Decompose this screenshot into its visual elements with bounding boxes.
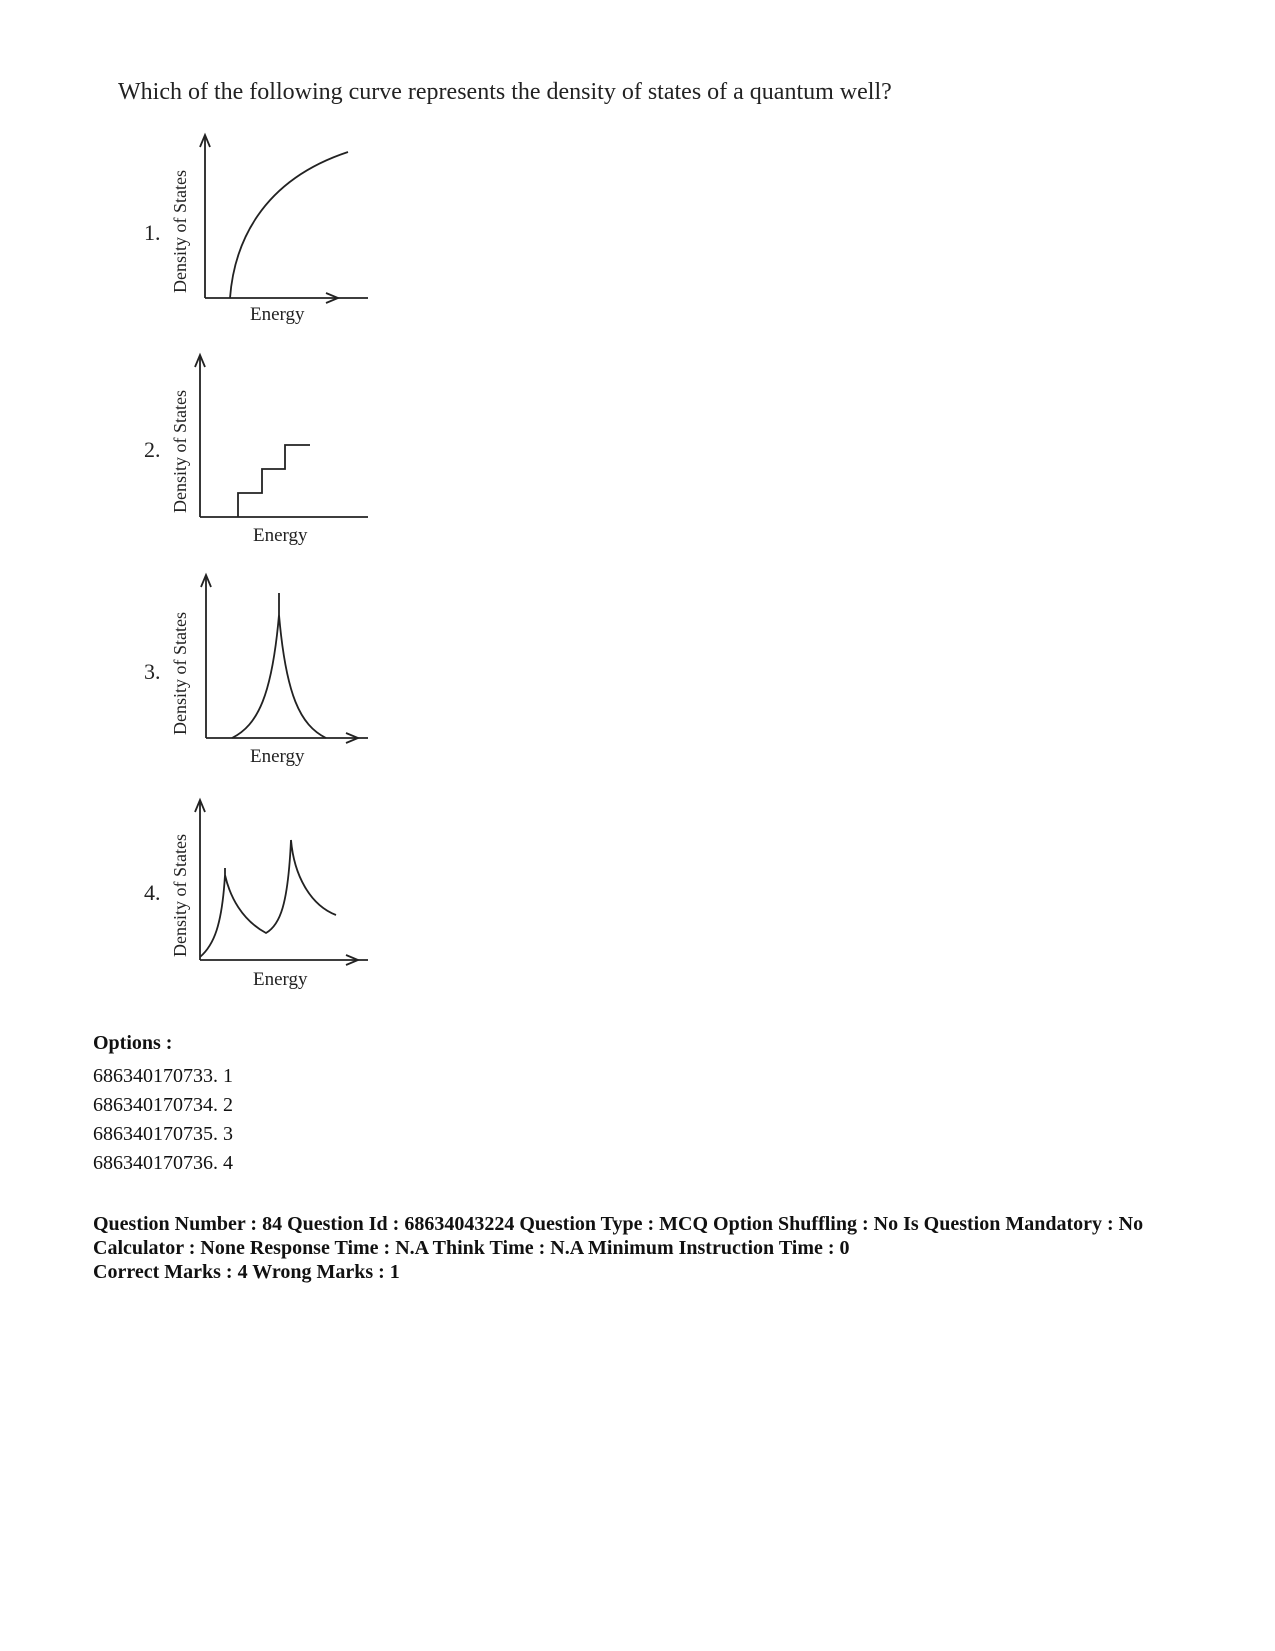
- dos-curve-4: [200, 840, 336, 957]
- figure-2-xlabel: Energy: [253, 525, 308, 546]
- dos-curve-3: [232, 615, 326, 738]
- figure-3-xlabel: Energy: [250, 746, 305, 767]
- options-heading: Options :: [93, 1032, 173, 1054]
- figure-2-ylabel: Density of States: [170, 390, 190, 513]
- figure-4-xlabel: Energy: [253, 969, 308, 990]
- option-1: 686340170733. 1: [93, 1065, 233, 1087]
- question-meta-line-1: Question Number : 84 Question Id : 68634043224 Question Type : MCQ Option Shuffling : No Is Question Mandatory : No Calculator : None Response Time : N.A Think Time : N.A Minimum Instruction Time : 0: [93, 1213, 1144, 1259]
- figure-1-number: 1.: [144, 220, 161, 245]
- figure-1: [130, 125, 390, 340]
- figure-4-number: 4.: [144, 880, 161, 905]
- figure-4-plot: [130, 785, 390, 1000]
- dos-curve-1: [230, 152, 348, 298]
- option-3: 686340170735. 3: [93, 1123, 233, 1145]
- question-meta: [93, 1212, 1213, 1284]
- figure-2-number: 2.: [144, 437, 161, 462]
- option-4: 686340170736. 4: [93, 1152, 233, 1174]
- figure-1-ylabel: Density of States: [170, 170, 190, 293]
- figure-1-xlabel: Energy: [250, 304, 305, 325]
- figure-2: [130, 345, 390, 560]
- option-2: 686340170734. 2: [93, 1094, 233, 1116]
- figure-3: [130, 565, 390, 780]
- options-list: [93, 1062, 233, 1178]
- question-meta-line-2: Correct Marks : 4 Wrong Marks : 1: [93, 1261, 400, 1283]
- question-text: Which of the following curve represents the density of states of a quantum well?: [118, 79, 892, 105]
- figure-3-ylabel: Density of States: [170, 612, 190, 735]
- dos-curve-2: [238, 445, 310, 517]
- figure-4-ylabel: Density of States: [170, 834, 190, 957]
- figure-4: [130, 785, 390, 1000]
- figure-3-number: 3.: [144, 659, 161, 684]
